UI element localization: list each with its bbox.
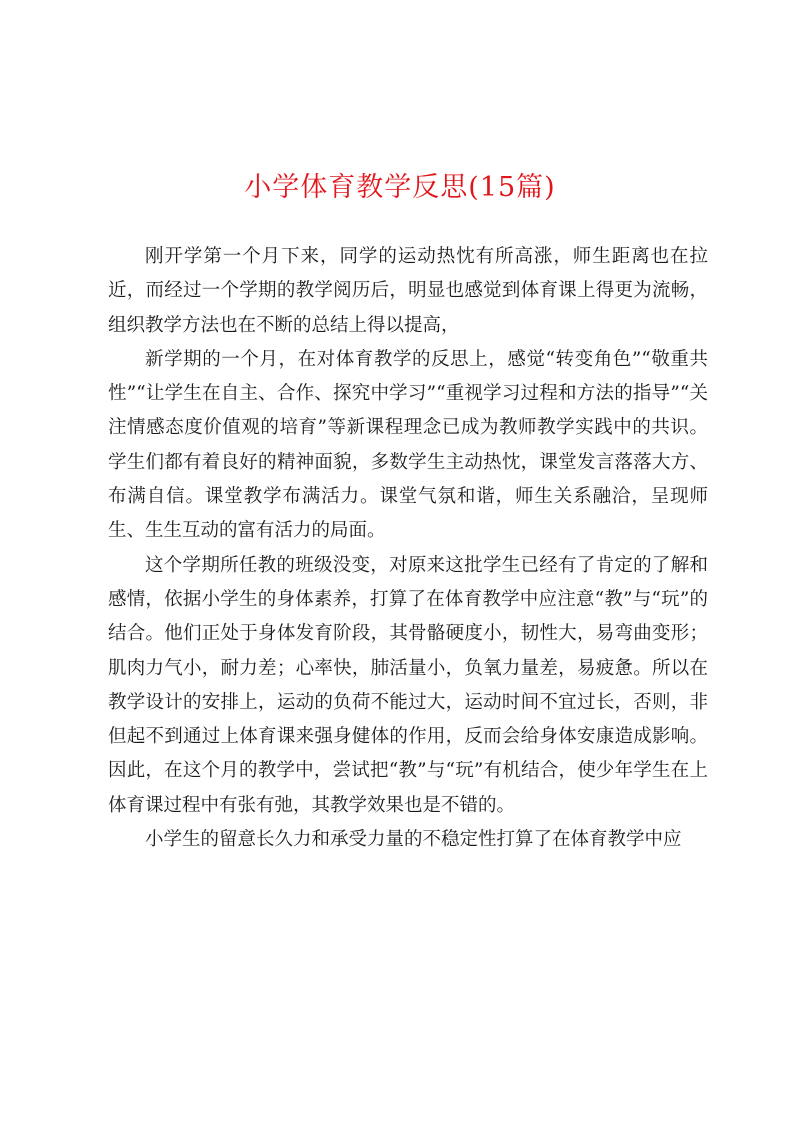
paragraph: 这个学期所任教的班级没变，对原来这批学生已经有了肯定的了解和感情，依据小学生的身体素养，打算了在体育教学中应注意“教”与“玩”的结合。他们正处于身体发育阶段，其骨骼硬度小，韧性大，易弯曲变形；肌肉力气小，耐力差；心率快，肺活量小，负氧力量差，易疲惫。所以在教学设计的安排上，运动的负荷不能过大，运动时间不宜过长，否则，非但起不到通过上体育课来强身健体的作用，反而会给身体安康造成影响。因此，在这个月的教学中，尝试把“教”与“玩”有机结合，使少年学生在上体育课过程中有张有弛，其教学效果也是不错的。 — [108, 554, 708, 816]
document-title: 小学体育教学反思(15篇) — [244, 172, 556, 203]
paragraph: 小学生的留意长久力和承受力量的不稳定性打算了在体育教学中应 — [145, 829, 682, 851]
paragraph: 新学期的一个月，在对体育教学的反思上，感觉“转变角色”“敬重共性”“让学生在自主、合作、探究中学习”“重视学习过程和方法的指导”“关注情感态度价值观的培育”等新课程理念已成为教师教学实践中的共识。学生们都有着良好的精神面貌，多数学生主动热忱，课堂发言落落大方、布满自信。课堂教学布满活力。课堂气氛和谐，师生关系融洽，呈现师生、生生互动的富有活力的局面。 — [108, 348, 708, 542]
paragraph: 刚开学第一个月下来，同学的运动热忱有所高涨，师生距离也在拉近，而经过一个学期的教学阅历后，明显也感觉到体育课上得更为流畅，组织教学方法也在不断的总结上得以提高， — [108, 246, 708, 336]
document-body — [108, 240, 708, 857]
